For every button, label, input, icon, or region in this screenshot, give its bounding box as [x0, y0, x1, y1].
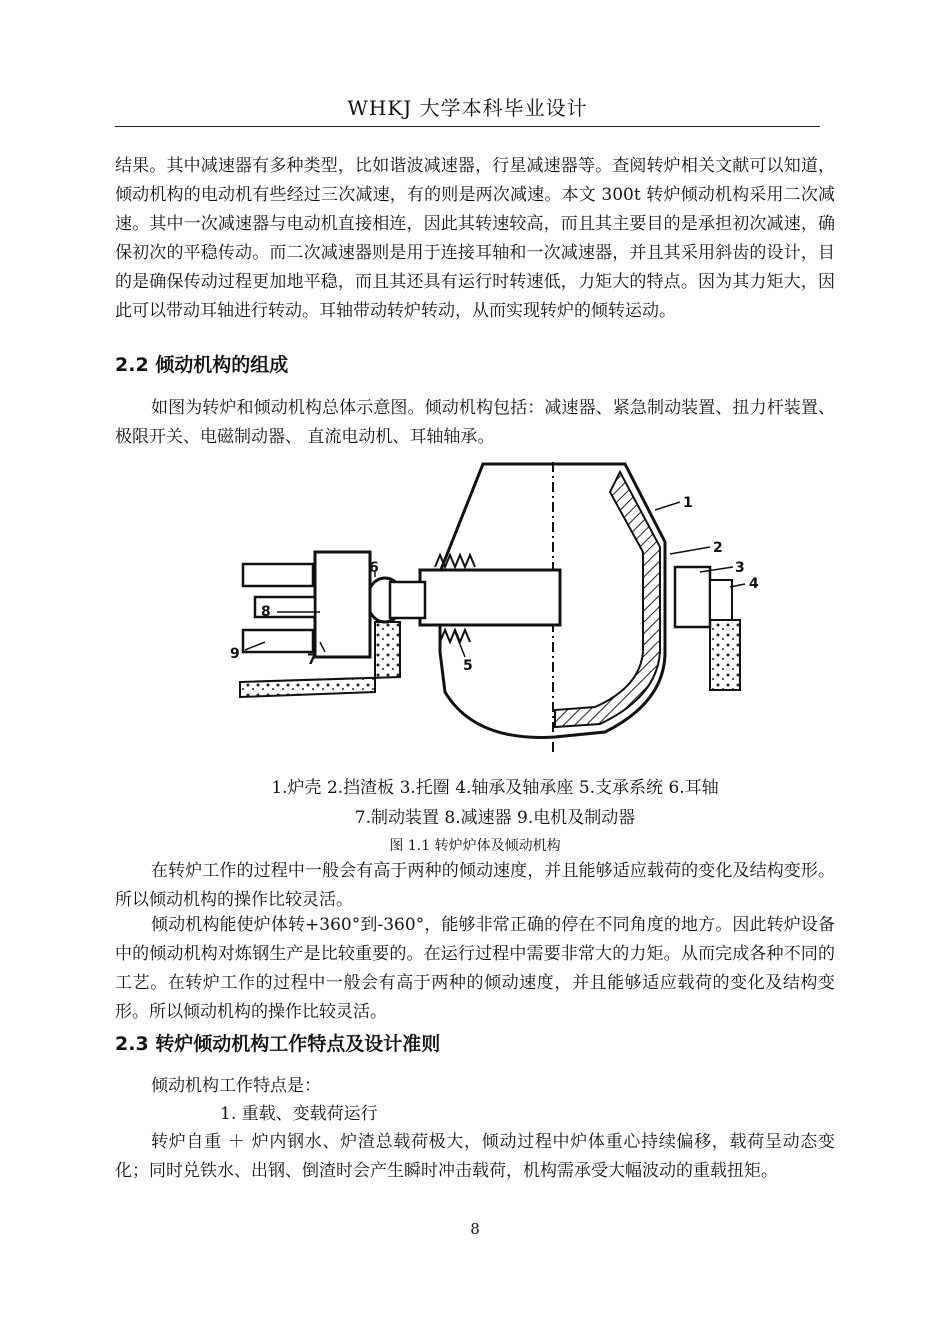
- paragraph-features-intro: 倾动机构工作特点是：: [151, 1076, 321, 1096]
- support-ring-right: [675, 567, 710, 627]
- figure-caption: 图 1.1 转炉炉体及倾动机构: [389, 838, 561, 854]
- converter-tilting-mechanism-diagram: [225, 452, 765, 772]
- section-heading-2-3: 2.3 转炉倾动机构工作特点及设计准则: [115, 1033, 441, 1055]
- label-6: 6: [369, 560, 379, 576]
- paragraph-tilt-range: 倾动机构能使炉体转+360°到-360°，能够非常正确的停在不同角度的地方。因此转炉设备中的倾动机构对炼钢生产是比较重要的。在运行过程中需要非常大的力矩。从而完成各种不同的工艺。在转炉工作的过程中一般会有高于两种的倾动速度，并且能够适应载荷的变化及结构变形。所以倾动机构的操作比较灵活。: [115, 915, 835, 1022]
- label-4: 4: [749, 576, 759, 592]
- motor-top: [243, 564, 313, 586]
- bearing-block: [710, 580, 732, 620]
- reducer: [315, 552, 370, 657]
- header-rule: [115, 126, 820, 127]
- figure-legend-line-2: 7.制动装置 8.减速器 9.电机及制动器: [354, 808, 636, 828]
- label-8: 8: [261, 604, 271, 620]
- paragraph-intro: 结果。其中减速器有多种类型，比如谐波减速器，行星减速器等。查阅转炉相关文献可以知道，倾动机构的电动机有些经过三次减速，有的则是两次减速。本文 300t 转炉倾动机构采用二次减速。其中一次减速器与电动机直接相连，因此其转速较高，而且其主要目的是承担初次减速，确保初次的平稳传动。而二次减速器则是用于连接耳轴和一次减速器，并且其采用斜齿的设计，目的是确保传动过程更加地平稳，而且其还具有运行时转速低，力矩大的特点。因为其力矩大，因此可以带动耳轴进行转动。耳轴带动转炉转动，从而实现转炉的倾转运动。: [115, 156, 835, 321]
- shell-lining: [555, 472, 660, 727]
- foundation-right: [710, 620, 740, 690]
- paragraph-composition: 如图为转炉和倾动机构总体示意图。倾动机构包括：减速器、紧急制动装置、扭力杆装置、极限开关、电磁制动器、 直流电动机、耳轴轴承。: [115, 398, 835, 447]
- paragraph-tilt-speed: 在转炉工作的过程中一般会有高于两种的倾动速度，并且能够适应载荷的变化及结构变形。所以倾动机构的操作比较灵活。: [115, 861, 835, 910]
- label-1: 1: [683, 495, 693, 511]
- page-number: 8: [470, 1220, 480, 1238]
- page-header: WHKJ 大学本科毕业设计: [347, 96, 588, 120]
- motor-bottom: [243, 630, 313, 652]
- label-2: 2: [713, 540, 723, 556]
- section-heading-2-2: 2.2 倾动机构的组成: [115, 354, 289, 376]
- label-5: 5: [463, 658, 473, 674]
- paragraph-heavy-load: 转炉自重 ＋ 炉内钢水、炉渣总载荷极大，倾动过程中炉体重心持续偏移，载荷呈动态变化；同时兑铁水、出钢、倒渣时会产生瞬时冲击载荷，机构需承受大幅波动的重载扭矩。: [115, 1132, 835, 1181]
- list-item-1: 1. 重载、变载荷运行: [220, 1104, 378, 1124]
- label-9: 9: [230, 646, 240, 662]
- label-3: 3: [735, 560, 745, 576]
- trunnion-ring: [420, 570, 560, 625]
- figure-legend-line-1: 1.炉壳 2.挡渣板 3.托圈 4.轴承及轴承座 5.支承系统 6.耳轴: [271, 778, 719, 798]
- label-7: 7: [307, 652, 317, 668]
